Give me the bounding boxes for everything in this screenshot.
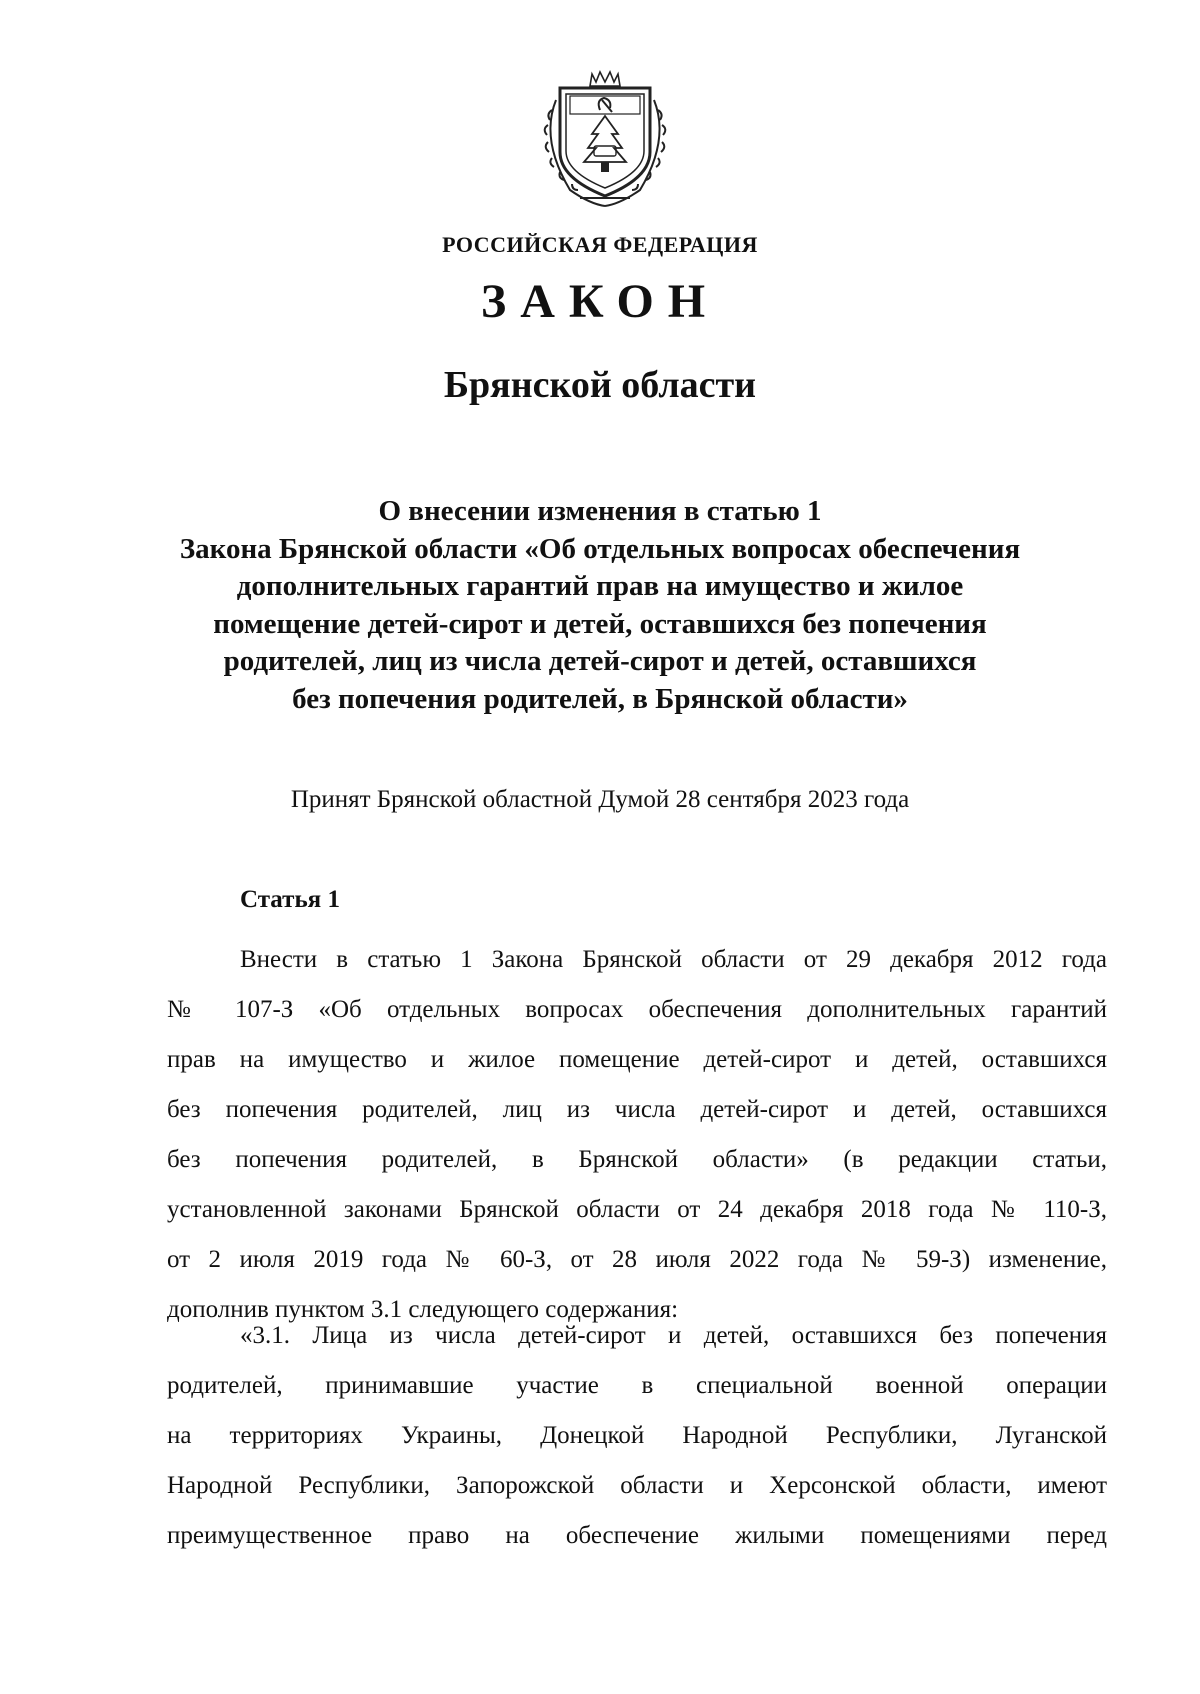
federation-heading: РОССИЙСКАЯ ФЕДЕРАЦИЯ — [442, 232, 758, 257]
law-title-line: родителей, лиц из числа детей-сирот и детей, оставшихся — [223, 645, 977, 677]
law-title-line: дополнительных гарантий прав на имущество и жилое — [236, 570, 964, 602]
law-title-line: Закона Брянской области «Об отдельных вопросах обеспечения — [179, 532, 1021, 565]
law-title-line: помещение детей-сирот и детей, оставшихся без попечения — [213, 607, 987, 640]
paragraph-line: установленной законами Брянской области от 24 декабря 2018 года № 110-З, — [167, 1196, 1107, 1223]
law-title-line: О внесении изменения в статью 1 — [378, 495, 822, 527]
adoption-note: Принят Брянской областной Думой 28 сентября 2023 года — [290, 786, 910, 813]
paragraph-line: прав на имущество и жилое помещение детей-сирот и детей, оставшихся — [167, 1046, 1107, 1073]
paragraph-line: на территориях Украины, Донецкой Народной Республики, Луганской — [167, 1422, 1107, 1449]
coat-of-arms-icon — [530, 60, 680, 210]
paragraph-line: преимущественное право на обеспечение жилыми помещениями перед — [167, 1522, 1107, 1549]
paragraph-line: Народной Республики, Запорожской области и Херсонской области, имеют — [167, 1472, 1107, 1499]
article-paragraph-2 — [167, 1311, 1107, 1561]
law-title-line: без попечения родителей, в Брянской области» — [292, 682, 908, 715]
paragraph-line: родителей, принимавшие участие в специальной военной операции — [167, 1372, 1107, 1399]
article-heading: Статья 1 — [240, 886, 340, 913]
paragraph-line: без попечения родителей, в Брянской области» (в редакции статьи, — [167, 1146, 1107, 1173]
paragraph-line: № 107-З «Об отдельных вопросах обеспечения дополнительных гарантий — [167, 996, 1107, 1023]
region-heading: Брянской области — [443, 364, 757, 406]
paragraph-line: «3.1. Лица из числа детей-сирот и детей, оставшихся без попечения — [240, 1322, 1107, 1349]
law-title — [120, 493, 1080, 718]
paragraph-line: Внести в статью 1 Закона Брянской области от 29 декабря 2012 года — [240, 946, 1107, 973]
paragraph-line: дополнив пунктом 3.1 следующего содержания: — [167, 1296, 679, 1323]
paragraph-line: без попечения родителей, лиц из числа детей-сирот и детей, оставшихся — [167, 1096, 1107, 1123]
document-type-heading: ЗАКОН — [480, 275, 720, 328]
article-paragraph-1 — [167, 935, 1107, 1335]
paragraph-line: от 2 июля 2019 года № 60-З, от 28 июля 2022 года № 59-З) изменение, — [167, 1246, 1107, 1273]
